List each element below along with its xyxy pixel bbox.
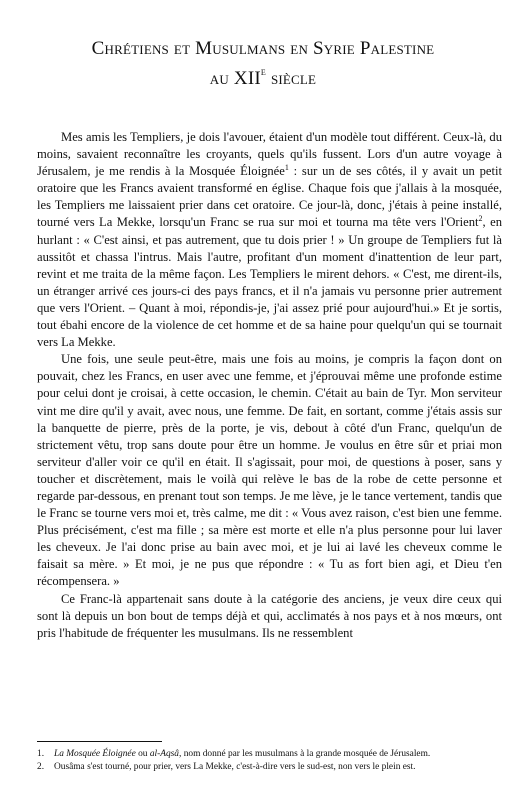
footnote-text xyxy=(54,748,502,761)
paragraph: Une fois, une seule peut-être, mais une fois au moins, je compris la façon dont on pouvait, chez les Francs, en user avec une femme, et j'éprouvai même une profonde estime pour celui dont je croisai, à cette occasion, le chemin. C'était au bain de Tyr. Mon serviteur vint me dire qu'il y avait, avec nous, une femme. De fait, en sortant, comme j'étais assis sur la banquette de pierre, près de la porte, je vis, debout à côté d'un Franc, quelqu'un de strictement vêtu, trop sans doute pour être un homme. Je voulus en être sûr et priai mon serviteur d'aller voir ce qu'il en était. Il s'agissait, pour moi, de questions à poser, sans y toucher et discrètement, mais le voilà qui relève le bas de la robe de cette personne et regarde par-dessous, en prenant tout son temps. Je me lève, je le tance vertement, tandis que le Franc se tourne vers moi et, très calme, me dit : « Vous avez raison, c'est bien une femme. Plus précisément, c'est ma fille ; sa mère est morte et elle n'a plus personne pour lui laver les cheveux. Je l'ai donc prise au bain avec moi, et je lui ai lavé les cheveux comme le faisait sa mère. » Et moi, je ne pus que répondre : « Tu as fort bien agi, et Dieu t'en récompensera. » xyxy=(37,352,502,589)
footnote-italic-term: La Mosquée Éloignée xyxy=(54,749,136,759)
footnotes xyxy=(37,748,502,773)
footnote-divider xyxy=(37,741,162,742)
footnote-italic-term: al-Aqsâ xyxy=(149,749,179,759)
title-century-prefix: au XII xyxy=(209,68,261,89)
footnote-number: 2. xyxy=(37,761,45,772)
title-century-suffix: siècle xyxy=(266,68,317,89)
body-text xyxy=(37,129,502,642)
chapter-title-line-1: Chrétiens et Musulmans en Syrie Palestine xyxy=(91,38,435,59)
title-century-superscript: e xyxy=(260,65,266,78)
footnote-number: 1. xyxy=(37,749,45,759)
paragraph-text: , en hurlant : « C'est ainsi, et pas autrement, que tu dois prier ! » Un groupe de Templiers fut là aussitôt et chassa l'intrus. Mais l'autre, profitant d'un moment d'inattention de leur part, revint et me traita de la même façon. Les Templiers le mirent dehors. « C'est, me dirent-ils, un étranger arrivé ces jours-ci des pays francs, et il n'a jamais vu personne prier autrement que vers l'Orient. – Quant à moi, répondis-je, j'ai assez prié pour aujourd'hui.» Et je sortis, tout ébahi encore de la violence de cet homme et de sa haine pour quelqu'un qui se tournait vers La Mekke. xyxy=(37,215,502,350)
footnote-text: Ousâma s'est tourné, pour prier, vers La Mekke, c'est-à-dire vers le sud-est, non vers le plein est. xyxy=(54,761,416,772)
paragraph xyxy=(37,129,502,351)
footnote xyxy=(37,761,502,774)
paragraph: Ce Franc-là appartenait sans doute à la catégorie des anciens, je veux dire ceux qui sont là depuis un bon bout de temps déjà et qui, acclimatés à nos pays et à nos mœurs, ont pris l'habitude de fréquenter les musulmans. Ils ne ressemblent xyxy=(37,591,502,640)
footnote xyxy=(37,748,502,761)
footnote-text-part: , nom donné par les musulmans à la grande mosquée de Jérusalem. xyxy=(179,749,431,759)
chapter-title xyxy=(0,34,526,94)
footnote-ref: 1 xyxy=(284,163,289,172)
footnote-text-part: ou xyxy=(135,749,150,759)
chapter-title-line-2 xyxy=(0,64,526,94)
paragraph-text: : sur un de ses côtés, il y avait un petit oratoire que les Francs avaient transformé en église. Chaque fois que j'allais à la mosquée, les Templiers me laissaient prier dans cet oratoire. Ce jour-là, donc, j'étais à peine installé, tourné vers La Mekke, lorsqu'un Franc se rua sur moi et tourna ma tête vers l'Orient xyxy=(37,164,503,230)
footnote-ref: 2 xyxy=(478,214,483,224)
paragraph-text: Mes amis les Templiers, je dois l'avouer, étaient d'un modèle tout différent. Ceux-là, du moins, savaient reconnaître les croyants, quels qu'ils fussent. Lors d'un autre voyage à Jérusalem, je me rendis à la Mosquée Éloignée xyxy=(37,130,502,179)
